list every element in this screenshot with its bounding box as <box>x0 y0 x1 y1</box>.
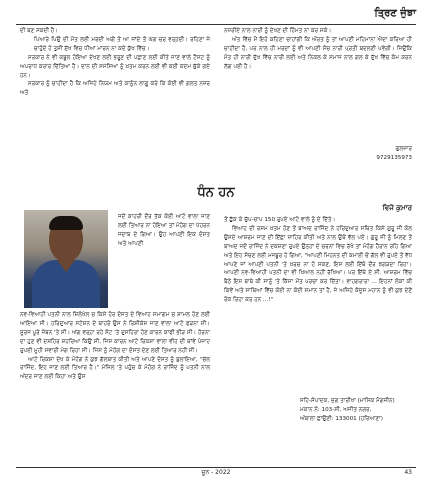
magazine-title: ਤ੍ਰਿਣ ਜੁੰਝਾ <box>374 8 416 19</box>
author-name: ਗੁਲਜ਼ਾਰ <box>395 146 412 152</box>
story-column-1-top <box>118 213 210 249</box>
paragraph: ਤੋਂ ਛੁੱਕ ਕੇ ਚੁੱਪ-ਚਾਪ 150 ਰੁਪਏ ਆਟੋ ਵਾਲੇ ਨੂੰ ਦੇ ਦਿੱਤੇ। <box>224 217 336 223</box>
author-designation: ਸਹਿ-ਸੰਪਾਦਕ, ਜੁਗ ਤਾਰੀਖਾ (ਮਾਸਿਕ ਮੈਗਜ਼ੀਨ) <box>300 398 395 404</box>
page-number: 43 <box>404 469 412 476</box>
issue-date: ਜੂਨ - 2022 <box>201 469 231 476</box>
author-city: ਅੰਬਾਲਾ ਛਾਉਣੀ: 133001 (ਹਰਿਆਣਾ) <box>300 416 383 422</box>
story-author: ਵਿਜੇ ਕੁਮਾਰ <box>382 204 412 212</box>
author-photo <box>24 210 108 308</box>
paragraph: ਜਦੋਂ ਕਾਹਰੀ ਦੌਰ ਤੱਕ ਕੋਈ ਆਟੋ ਵਾਲਾ ਜਾਣ ਲਈ ਤਿਆਰ ਨਾ ਹੋਇਆ ਤਾਂ ਮੋਹੰਗ ਦਾ ਪੱਹਰਨ ਜਦਾਬ ਦੇ ਗਿਆ। ਉਹ ਆਪਣੀ ਇਕ ਦੋਸਤ ਅਤੇ ਆਪਣੀ <box>118 214 210 247</box>
poem: ਪਿਆਰੇ ਪਿਉ ਦੀ ਮੌਤ ਲਈ ਮਰਦੀ ਅਗੋਂ ਤੋਂ ਆ ਜਾਂਦੇ ਤੋਂ ਘੱਗ ਚਰ ਵਰ੍ਹਦੀ। ਰਹਿਣਾ ਜੇ ਚਾਹੁੰਦੇ ਹੋ ਤੁਸੀਂ ਸੁੱਖ ਵਿਚ ਧੀਆਂ ਮਾਰਨ ਨਾ ਕਦੇ ਕੁੱਖ ਵਿੱਚ। <box>34 36 210 52</box>
paragraph: ਆਟੋ ਰਿਕਸ਼ਾ ਦੇਖ ਕੇ ਮੋਹੰਗ ਨੇ ਕੁਝ ਗੱਲਬਾਤ ਕੀਤੀ ਅਤੇ ਆਪਣੇ ਦੋਸਤ ਨੂੰ ਬੁਲਾਇਆ, "ਚੱਲ ਰਾਜਿੰਦ, ਇਹ ਜਾਣ ਲਈ ਤਿਆਰ ਹੈ।" ਮੰਜ਼ਿਲ 'ਤੇ ਪਹੁੰਚ ਕੇ ਮੋਹੰਗ ਨੇ ਰਾਜਿੰਦ ਨੂੰ ਪਤਨੀ ਨਾਲ ਅੰਦਰ ਜਾਣ ਲਈ ਕਿਹਾ ਅਤੇ ਉਸ <box>20 356 210 381</box>
paragraph: ਸਰਕਾਰ ਨੇ ਵੀ ਕਬੂਲ ਹੋਇਆ ਦੇਖਣ ਲਈ ਭਰੂਣ ਦੀ ਪਛਾਣ ਲਈ ਕੀਤੇ ਜਾਣ ਵਾਲੇ ਟੈਸਟ ਨੂੰ ਅਪਰਾਧ ਕਰਾਰ ਦਿੱਤਿਆ ਹੈ। ਦਾਨ ਦੀ ਸਮੱਸਿਆ ਨੂੰ ਖ਼ਤਮ ਕਰਨ ਲਈ ਵੀ ਕਈ ਕਦਮ ਚੁੱਕੇ ਗਏ ਹਨ। <box>20 54 210 79</box>
paragraph: ਅੰਤ ਵਿੱਚ ਮੈਂ ਇਹੋ ਕਹਿਣਾ ਚਾਹਾਂਗੀ ਕਿ ਔਰਤ ਨੂੰ ਤਾਂ ਆਪਣੀ ਮਹਿਮਾਨਾ ਐਦਾ ਕਰਿਆ ਹੀ ਚਾਹੀਦਾ ਹੈ, ਪਰ ਨਾਲ ਹੀ ਮਰਦਾਂ ਨੂੰ ਵੀ ਆਪਣੀ ਸੋਚ ਨਾਰੀ ਪ੍ਰਤੀ ਬਦਲਣੀ ਪਵੇਗੀ। ਜਿਉਂਕਿ ਮੌਤ ਹੀ ਨਾਰੀ ਦੁੱਖ ਵਿੱਚ ਨਾਰੀ ਲਈ ਅਤੇ ਨਿਕਲ ਕੇ ਸਮਾਜ ਨਾਲ ਗਲ ਕੇ ਦੁੱਖ ਵਿੱਚ ਕੰਮ ਕਰਨ ਲੱਗ ਪਈ ਹੈ। <box>224 36 412 70</box>
column-1 <box>20 27 210 98</box>
author-phone: 9729135973 <box>376 154 412 161</box>
paragraph: ਨਜ਼ਰੀਏ ਨਾਲ ਨਾਰੀ ਨੂੰ ਦੇਖਣ ਦੀ ਹਿੰਮਤ ਨਾ ਕਰ ਸਕੇ। <box>224 28 332 34</box>
photo-hair <box>49 216 83 230</box>
paragraph: ਸਰਕਾਰ ਨੂੰ ਚਾਹੀਦਾ ਹੈ ਕਿ ਅਜਿਹੇ ਨਿਯਮ ਅਤੇ ਕਾਨੂੰਨ ਲਾਗੂ ਕਰੇ ਕਿ ਕੋਈ ਵੀ ਗਲਤ ਨਜ਼ਰ ਅਤੇ <box>20 81 210 97</box>
paragraph: ਦੀ ਬਣ ਸਕਦੀ ਹੈ। <box>20 28 58 34</box>
column-2 <box>224 27 412 72</box>
paragraph: ਵਿਆਹ ਦੀ ਰਸਮ ਖ਼ਤਮ ਹੋਣ ਤੋਂ ਬਾਅਦ ਰਾਜਿੰਦ ਨੇ ਹਰਿਦੁਆਰ ਸਥਿਤ ਕਿਸੇ ਗੁਰੂ ਜੀ ਕੋਲ ਉਸਦੇ ਆਸ਼ਰਮ ਜਾਣ ਦੀ ਇੱਛਾ ਜ਼ਾਹਿਰ ਕੀਤੀ ਅਤੇ ਨਾਲ ਉਥੋਂ ਵੱਲ ਪਏ। ਗੁਰੂ ਜੀ ਨੂੰ ਮਿਲਣ ਤੋਂ ਬਾਅਦ ਜਦੋਂ ਰਾਜਿੰਦ ਨੇ ਦਕਸ਼ਣਾ ਰੁਪਏ ਉਨ੍ਹਾਂ ਦੇ ਚਰਨਾਂ ਵਿਚ ਰੱਖੇ ਤਾਂ ਮੋਹੰਗ ਹੈਰਾਨ ਰਹਿ ਗਿਆ ਅਤੇ ਇਹ ਸੋਚਣ ਲਈ ਮਜਬੂਰ ਹੋ ਗਿਆ, "ਆਪਣੀ ਮਿਹਨਤ ਦੀ ਕਮਾਈ ਚੋਂ ਗੱਲ ਵੀ ਰੁਪਏ ਤੋਂ ਵੱਧ ਆਪਣੇ ਜਾਂ ਆਪਣੀ ਪਤਨੀ 'ਤੇ ਖ਼ਰਚ ਨਾ ਹੋ ਸਕਣ, ਇਸ ਲਈ ਇੱਥੋ ਦੌਰ ਝਗੜਦਾ ਰਿਹਾ। ਆਪਣੀ ਨਵ-ਵਿਆਹੀ ਪਤਨੀ ਦਾ ਵੀ ਖ਼ਿਆਲ ਨਹੀਂ ਰੱਖਿਆ। ਪਰ ਇੱਥੇ ਏ ਸੀ. ਆਸ਼ਰਮ ਵਿੱਚ ਬੈਠੇ ਇਸ ਬਾਬੇ ਕੀ ਸਾਨੂੰ 'ਤੇ ਕਿੱਸਾ ਮੌਤ ਪਰਚਾ ਕਰ ਦਿੱਤਾ। ਵਾਹਗਰਾਰਾ ... ਇਹਨਾਂ ਲੋਕਾਂ ਕੀ ਕਿਵੇਂ ਅਤੇ ਸਾਥਿਆਂ ਵਿੱਚ ਕੋਈ ਨਾ ਕੋਈ ਸਮਾਨ ਤਾਂ ਹੈ, ਜੇ ਅਜਿਹੇ ਕੰਜੂਸ ਮਹਾਨ ਨੂੰ ਵੀ ਕੁਝ ਦੇਣੋਂ ਰੋਕ ਰਿਹਾ ਕਰ ਹਨ ...!" <box>224 225 412 304</box>
page-footer <box>0 467 432 479</box>
story-column-2 <box>224 216 412 305</box>
paragraph: ਨਵ-ਵਿਆਹੀ ਪਤਨੀ ਨਾਲ ਸ਼ਿਲੋਖੇਲ ਚ ਕਿਸੇ ਹੋਰ ਦੋਸਤ ਦੇ ਵਿਆਹ ਸਮਾਗਮ ਚ ਸ਼ਾਮਲ ਹੋਣ ਲਈ ਆਇਆ ਸੀ। ਹਰਿਦੁਆਰ ਸਟੇਸ਼ਨ ਦੇ ਬਾਹਰੋਂ ਉਸ ਨੇ ਰਿਸ਼ੀਕੇਸ਼ ਜਾਣ ਵਾਲਾ ਆਟੋ ਫੜਨਾ ਸੀ। ਸੂਰਜ ਪੂਰੇ ਜੋਬਨ 'ਤੇ ਸੀ। ਅੱਗ ਵਰ੍ਹਾ ਰਹੇ ਸੰਟ 'ਤੇ ਦੁਸਹਿਰਾ ਹੋਣ ਕਾਰਨ ਕਾਫੀ ਭੀੜ ਸੀ। ਹੋਰਨਾ ਦਾ ਹੁਣ ਵੀ ਦਸ਼ਹਿਰ ਸ਼ਹਰਿਆ ਕਿਉਂ ਸੀ, ਜਿਸ ਕਾਰਨ ਆਟੋ ਰਿਕਸ਼ਾ ਵਾਲਾ ਵੀਹ ਦੀ ਥਾਂਵੇਂ ਪੰਜਾਹ ਰੁਪਈ ਮੂਹੀ ਸਵਾਰੀ ਮੰਗ ਰਿਹਾ ਸੀ। ਜਿਸ ਨੂੰ ਮੋਹੰਗ ਦਾ ਦੋਸਤ ਦੇਣ ਲਈ ਤਿਆਰ ਨਹੀਂ ਸੀ। <box>20 312 210 354</box>
footer-divider <box>16 467 416 468</box>
story-signature <box>300 397 412 424</box>
header-divider <box>16 24 416 25</box>
author-address: ਮਕਾਨ ਨੰ: 103-ਸੀ, ਅਜੀਤ ਨਗਰ, <box>300 407 372 413</box>
article-signature <box>224 145 412 162</box>
page-header <box>0 4 432 22</box>
story-column-1 <box>20 311 210 382</box>
story-title: ਧੰਨ ਹਨ <box>197 185 235 200</box>
